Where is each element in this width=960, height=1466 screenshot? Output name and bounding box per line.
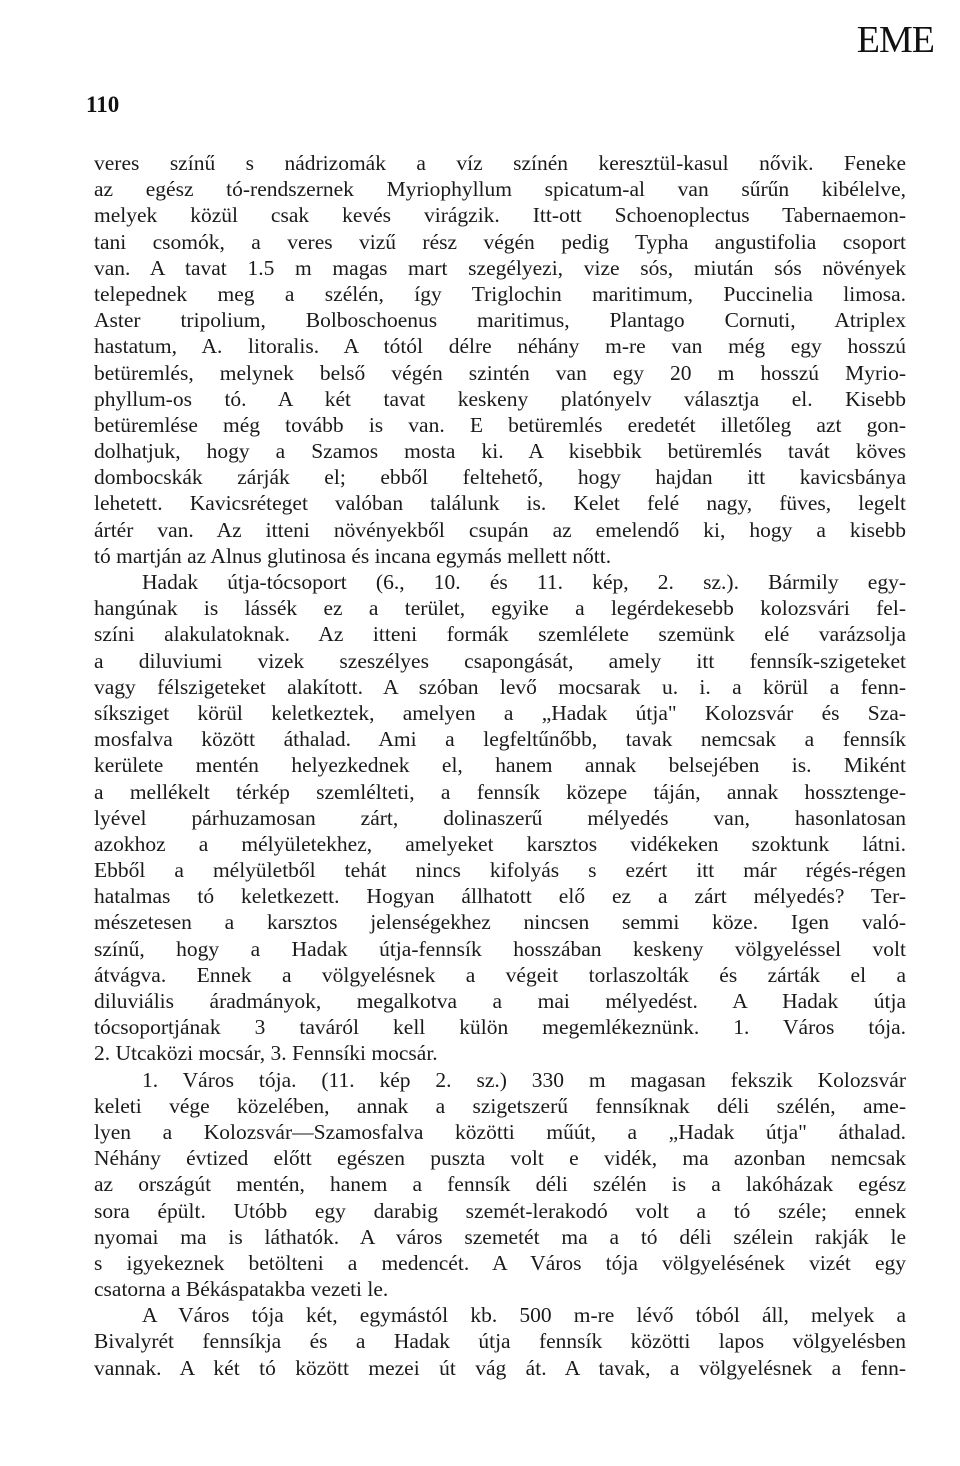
text-line: veres színű s nádrizomák a víz színén keresztül-kasul nővik. Feneke [94, 151, 906, 175]
text-line: nyomai ma is láthatók. A város szemetét ma a tó déli szélein rakják le [94, 1224, 906, 1249]
text-line: s igyekeznek betölteni a medencét. A Város tója völgyelésének vizét egy [94, 1250, 906, 1275]
text-line: betüremlése még tovább is van. E betüremlés eredetét illetőleg azt gon- [94, 412, 906, 437]
section-heading-line: 1. Város tója. (11. kép 2. sz.) 330 m magasan fekszik Kolozsvár [142, 1067, 906, 1092]
text-line: tani csomók, a veres vizű rész végén pedig Typha angustifolia csoport [94, 229, 906, 254]
text-line: hatalmas tó keletkezett. Hogyan állhatott elő ez a zárt mélyedés? Ter- [94, 884, 906, 909]
text-line: dombocskák zárják el; ebből feltehető, hogy hajdan itt kavicsbánya [94, 465, 906, 490]
text-line: az országút mentén, hanem a fennsík déli szélén is a lakóházak egész [94, 1172, 906, 1197]
text-line: csatorna a Békáspatakba vezeti le. [94, 1277, 389, 1302]
text-line: diluviális áradmányok, megalkotva a mai mélyedést. A Hadak útja [94, 989, 906, 1013]
text-line: Aster tripolium, Bolboschoenus maritimus, Plantago Cornuti, Atriplex [94, 308, 906, 333]
text-line: azokhoz a mélyületekhez, amelyeket karsztos vidékeken szoktunk látni. [94, 831, 906, 856]
text-line: ártér van. Az itteni növényekből csupán az emelendő ki, hogy a kisebb [94, 517, 906, 542]
text-line: a mellékelt térkép szemlélteti, a fennsík közepe táján, annak hossztenge- [94, 779, 906, 804]
text-line: keleti vége közelében, annak a szigetszerű fennsíknak déli szélén, ame- [94, 1093, 906, 1118]
text-line: átvágva. Ennek a völgyelésnek a végeit torlaszolták és zárták el a [94, 962, 906, 987]
text-line: dolhatjuk, hogy a Szamos mosta ki. A kisebbik betüremlés tavát köves [94, 439, 906, 464]
text-line: van. A tavat 1.5 m magas mart szegélyezi, vize sós, miután sós növények [94, 255, 906, 280]
body-text [94, 150, 906, 1381]
text-line: színű, hogy a Hadak útja-fennsík hosszában keskeny völgyeléssel volt [94, 936, 906, 961]
text-line: hastatum, A. litoralis. A tótól délre néhány m-re van még egy hosszú [94, 334, 906, 359]
text-line: tó martján az Alnus glutinosa és incana egymás mellett nőtt. [94, 543, 612, 568]
text-line: Ebből a mélyületből tehát nincs kifolyás s ezért itt már régés-régen [94, 858, 906, 883]
text-line: mészetesen a karsztos jelenségekhez nincsen semmi köze. Igen való- [94, 910, 906, 935]
text-line: A Város tója két, egymástól kb. 500 m-re lévő tóból áll, melyek a [142, 1303, 906, 1328]
section-heading-line: Hadak útja-tócsoport (6., 10. és 11. kép, 2. sz.). Bármily egy- [142, 570, 906, 594]
text-line: Bivalyrét fennsíkja és a Hadak útja fennsík közötti lapos völgyelésben [94, 1329, 906, 1354]
text-line: lyen a Kolozsvár—Szamosfalva közötti műút, a „Hadak útja" áthalad. [94, 1119, 906, 1144]
text-line: síksziget körül keletkeztek, amelyen a „Hadak útja" Kolozsvár és Sza- [94, 700, 906, 725]
text-line: hangúnak is lássék ez a terület, egyike a legérdekesebb kolozsvári fel- [94, 596, 906, 621]
text-line: vannak. A két tó között mezei út vág át. A tavak, a völgyelésnek a fenn- [94, 1355, 906, 1380]
text-line: tócsoportjának 3 taváról kell külön megemlékeznünk. 1. Város tója. [94, 1015, 906, 1040]
text-line: az egész tó-rendszernek Myriophyllum spicatum-al van sűrűn kibélelve, [94, 177, 906, 202]
text-line: színi alakulatoknak. Az itteni formák szemlélete szemünk elé varázsolja [94, 622, 906, 647]
text-line: Néhány évtized előtt egészen puszta volt e vidék, ma azonban nemcsak [94, 1146, 906, 1171]
text-line: kerülete mentén helyezkednek el, hanem annak belsejében is. Miként [94, 753, 906, 778]
text-line: lyével párhuzamosan zárt, dolinaszerű mélyedés van, hasonlatosan [94, 805, 906, 830]
text-line: melyek közül csak kevés virágzik. Itt-ott Schoenoplectus Tabernaemon- [94, 203, 906, 228]
text-line: 2. Utcaközi mocsár, 3. Fennsíki mocsár. [94, 1041, 438, 1066]
text-line: sora épült. Utóbb egy darabig szemét-lerakodó volt a tó széle; ennek [94, 1198, 906, 1223]
text-line: lehetett. Kavicsréteget valóban találunk is. Kelet felé nagy, füves, legelt [94, 491, 906, 516]
brand-logo: EME [856, 19, 934, 61]
text-line: mosfalva között áthalad. Ami a legfeltűnőbb, tavak nemcsak a fennsík [94, 727, 906, 752]
page-number: 110 [86, 92, 120, 117]
text-line: vagy félszigeteket alakított. A szóban levő mocsarak u. i. a körül a fenn- [94, 674, 906, 699]
text-line: betüremlés, melynek belső végén szintén van egy 20 m hosszú Myrio- [94, 360, 906, 385]
text-line: a diluviumi vizek szeszélyes csapongását, amely itt fennsík-szigeteket [94, 648, 906, 673]
text-line: phyllum-os tó. A két tavat keskeny platónyelv választja el. Kisebb [94, 386, 906, 411]
text-line: telepednek meg a szélén, így Triglochin maritimum, Puccinelia limosa. [94, 281, 906, 306]
